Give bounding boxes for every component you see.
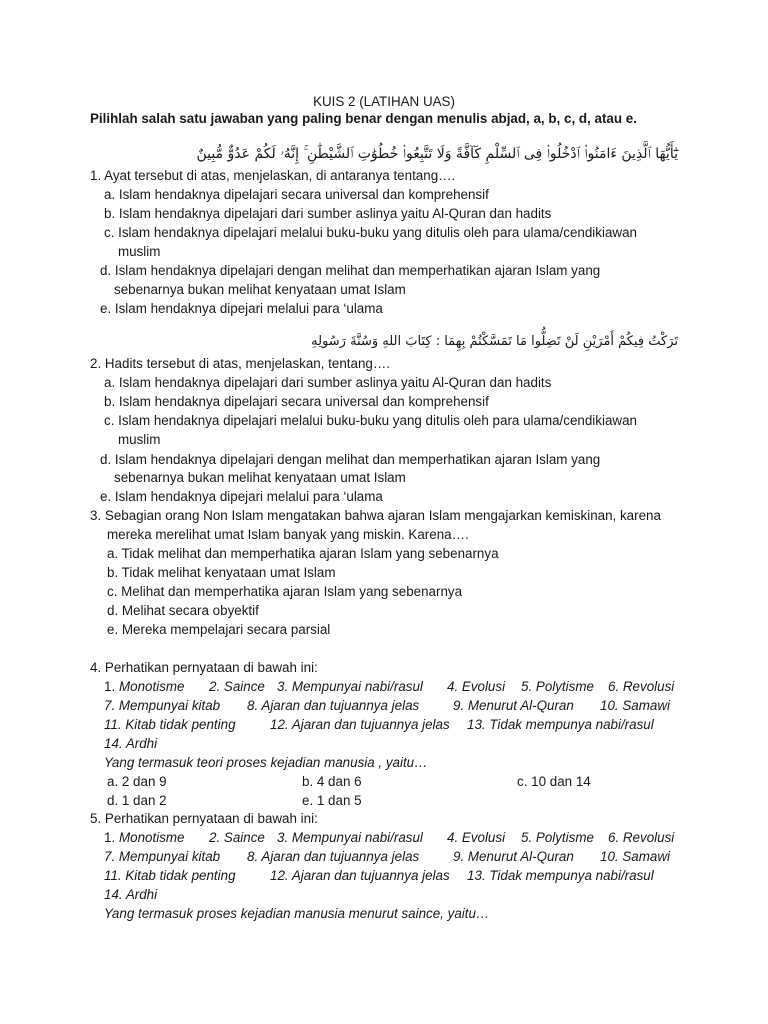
page-title: KUIS 2 (LATIHAN UAS) — [313, 94, 455, 109]
q5-statement: 10. Samawi — [600, 849, 670, 864]
question-3-text: 3. Sebagian orang Non Islam mengatakan bahwa ajaran Islam mengajarkan kemiskinan, karena — [90, 508, 661, 523]
q5-statement: Monotisme — [119, 830, 185, 845]
q5-statement: 4. Evolusi — [447, 830, 506, 845]
q2-option-e: e. Islam hendaknya dipejari melalui para ‘ulama — [100, 489, 383, 504]
q5-statement: 13. Tidak mempunya nabi/rasul — [467, 868, 654, 883]
q5-prompt: Yang termasuk proses kejadian manusia menurut saince, yaitu… — [104, 906, 490, 921]
q1-option-c-cont: muslim — [118, 244, 161, 259]
question-4-text: 4. Perhatikan pernyataan di bawah ini: — [90, 660, 318, 675]
q2-option-c: c. Islam hendaknya dipelajari melalui buku-buku yang ditulis oleh para ulama/cendikiawan — [104, 413, 637, 428]
question-5-text: 5. Perhatikan pernyataan di bawah ini: — [90, 811, 318, 826]
question-2-text: 2. Hadits tersebut di atas, menjelaskan, tentang…. — [90, 356, 390, 371]
q1-option-b: b. Islam hendaknya dipelajari dari sumber aslinya yaitu Al-Quran dan hadits — [104, 206, 552, 221]
q3-option-d: d. Melihat secara obyektif — [107, 603, 259, 618]
q1-option-d: d. Islam hendaknya dipelajari dengan melihat dan memperhatikan ajaran Islam yang — [100, 263, 601, 278]
q2-option-a: a. Islam hendaknya dipelajari dari sumber aslinya yaitu Al-Quran dan hadits — [104, 375, 552, 390]
q5-statement: 5. Polytisme — [521, 830, 594, 845]
q4-statement: 13. Tidak mempunya nabi/rasul — [467, 717, 654, 732]
question-1-text: 1. Ayat tersebut di atas, menjelaskan, di antaranya tentang…. — [90, 168, 456, 183]
q4-option-e: e. 1 dan 5 — [302, 793, 362, 808]
q2-option-b: b. Islam hendaknya dipelajari secara universal dan komprehensif — [104, 394, 489, 409]
q5-statement: 3. Mempunyai nabi/rasul — [277, 830, 423, 845]
q2-option-d-cont: sebenarnya bukan melihat kenyataan umat Islam — [114, 470, 406, 485]
q1-option-a: a. Islam hendaknya dipelajari secara universal dan komprehensif — [104, 187, 489, 202]
q4-prompt: Yang termasuk teori proses kejadian manusia , yaitu… — [104, 755, 428, 770]
q4-statement: 5. Polytisme — [521, 679, 594, 694]
q5-statement: 9. Menurut Al-Quran — [453, 849, 574, 864]
q5-statement: 1. — [104, 830, 116, 845]
q5-statement: 12. Ajaran dan tujuannya jelas — [270, 868, 450, 883]
q3-option-c: c. Melihat dan memperhatika ajaran Islam yang sebenarnya — [107, 584, 463, 599]
q4-statement: Monotisme — [119, 679, 185, 694]
q4-statement: 12. Ajaran dan tujuannya jelas — [270, 717, 450, 732]
q5-statement: 6. Revolusi — [608, 830, 675, 845]
q4-statement: 6. Revolusi — [608, 679, 675, 694]
q4-statement: 10. Samawi — [600, 698, 670, 713]
q4-statement: 4. Evolusi — [447, 679, 506, 694]
q4-statement: 14. Ardhi — [104, 736, 158, 751]
q1-option-c: c. Islam hendaknya dipelajari melalui buku-buku yang ditulis oleh para ulama/cendikiawan — [104, 225, 637, 240]
q4-statement: 9. Menurut Al-Quran — [453, 698, 574, 713]
q4-statement: 3. Mempunyai nabi/rasul — [277, 679, 423, 694]
q5-statement: 11. Kitab tidak penting — [104, 868, 236, 883]
q3-option-e: e. Mereka mempelajari secara parsial — [107, 622, 331, 637]
q3-option-b: b. Tidak melihat kenyataan umat Islam — [107, 565, 336, 580]
q5-statement: 7. Mempunyai kitab — [104, 849, 221, 864]
q2-option-d: d. Islam hendaknya dipelajari dengan melihat dan memperhatikan ajaran Islam yang — [100, 452, 601, 467]
q5-statement: 8. Ajaran dan tujuannya jelas — [247, 849, 420, 864]
q4-option-d: d. 1 dan 2 — [107, 793, 167, 808]
q1-option-d-cont: sebenarnya bukan melihat kenyataan umat Islam — [114, 282, 406, 297]
q1-option-e: e. Islam hendaknya dipejari melalui para ‘ulama — [100, 301, 383, 316]
q5-statement: 14. Ardhi — [104, 887, 158, 902]
q4-statement: 11. Kitab tidak penting — [104, 717, 236, 732]
q4-option-c: c. 10 dan 14 — [517, 774, 591, 789]
q4-statement: 7. Mempunyai kitab — [104, 698, 221, 713]
q4-statement: 2. Saince — [209, 679, 265, 694]
instruction-text: Pilihlah salah satu jawaban yang paling benar dengan menulis abjad, a, b, c, d, atau e. — [90, 111, 637, 126]
q3-option-a: a. Tidak melihat dan memperhatika ajaran Islam yang sebenarnya — [107, 546, 499, 561]
quran-verse-text: يَٰٓأَيُّهَا ٱلَّذِينَ ءَامَنُوا۟ ٱدْخُلُوا۟ فِى ٱلسِّلْمِ كَآفَّةً وَلَا تَتَّبِعُوا۟ خُطُوَٰتِ ٱلشَّيْطَٰنِ ۚ إِنَّهُۥ لَكُمْ عَدُوٌّ مُّبِينٌ — [196, 146, 678, 162]
hadith-text: تَرَكْتُ فِيكُمْ أَمْرَيْنِ لَنْ تَضِلُّوا مَا تَمَسَّكْتُمْ بِهِمَا : كِتَابَ اللهِ وَسُنَّةَ رَسُولِهِ — [311, 334, 678, 349]
q4-option-a: a. 2 dan 9 — [107, 774, 167, 789]
q2-option-c-cont: muslim — [118, 432, 161, 447]
question-3-text-cont: mereka merelihat umat Islam banyak yang miskin. Karena…. — [107, 527, 469, 542]
q5-statement: 2. Saince — [209, 830, 265, 845]
q4-statement: 8. Ajaran dan tujuannya jelas — [247, 698, 420, 713]
q4-statement: 1. — [104, 679, 116, 694]
q4-option-b: b. 4 dan 6 — [302, 774, 362, 789]
